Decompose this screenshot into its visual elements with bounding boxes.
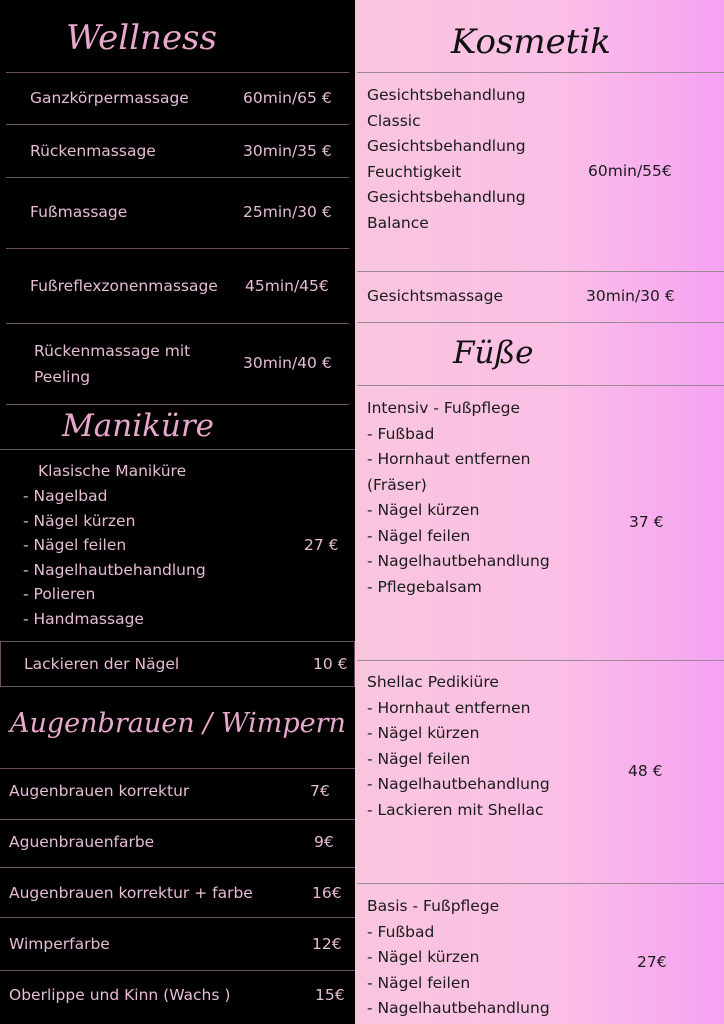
divider	[6, 177, 349, 178]
fuesse-item-price: 37 €	[629, 513, 664, 531]
fuesse-title: Füße	[453, 335, 534, 371]
lackieren-price: 10 €	[313, 655, 348, 673]
divider	[6, 404, 349, 405]
fuesse-item-lines: Basis - Fußpflege - Fußbad - Nägel kürzen - Nägel feilen - Nagelhautbehandlung	[367, 897, 550, 1017]
manikuere-classic-price: 27 €	[304, 536, 339, 554]
divider	[357, 660, 724, 661]
divider	[6, 248, 349, 249]
wellness-item-price: 30min/40 €	[243, 354, 332, 372]
brows-title: Augenbrauen / Wimpern	[10, 708, 346, 739]
brows-item-price: 15€	[315, 986, 345, 1004]
wellness-item-name: Fußreflexzonenmassage	[30, 277, 218, 295]
kosmetik-title: Kosmetik	[451, 22, 611, 62]
wellness-item-price: 30min/35 €	[243, 142, 332, 160]
divider	[357, 883, 724, 884]
brows-item-price: 16€	[312, 884, 342, 902]
left-column	[0, 0, 355, 1024]
brows-item-name: Aguenbrauenfarbe	[9, 833, 155, 851]
divider	[357, 385, 724, 386]
wellness-item-price: 25min/30 €	[243, 203, 332, 221]
kosmetik-face-lines: Gesichtsbehandlung Classic Gesichtsbehandlung Feuchtigkeit Gesichtsbehandlung Balance	[367, 86, 526, 232]
divider	[357, 322, 724, 323]
manikuere-title: Maniküre	[62, 408, 215, 444]
wellness-item-price: 60min/65 €	[243, 89, 332, 107]
brows-item-price: 12€	[312, 935, 342, 953]
brows-item-name: Augenbrauen korrektur + farbe	[9, 884, 253, 902]
brows-item-name: Augenbrauen korrektur	[9, 782, 190, 800]
divider	[0, 917, 355, 918]
wellness-item-name: Rückenmassage	[30, 142, 156, 160]
kosmetik-face-price: 60min/55€	[588, 162, 672, 180]
wellness-item-name: Rückenmassage mit Peeling	[34, 342, 191, 386]
divider	[0, 970, 355, 971]
wellness-item-price: 45min/45€	[245, 277, 329, 295]
wellness-item-name: Fußmassage	[30, 203, 128, 221]
divider	[0, 449, 355, 450]
divider	[6, 124, 349, 125]
divider	[0, 867, 355, 868]
manikuere-classic-lines: - Nagelbad - Nägel kürzen - Nägel feilen - Nagelhautbehandlung - Polieren - Handmassage	[23, 487, 206, 628]
brows-item-name: Wimperfarbe	[9, 935, 110, 953]
kosmetik-massage-price: 30min/30 €	[586, 287, 675, 305]
wellness-item-name: Ganzkörpermassage	[30, 89, 189, 107]
kosmetik-massage-name: Gesichtsmassage	[367, 287, 504, 305]
divider	[0, 819, 355, 820]
divider	[0, 768, 355, 769]
brows-item-price: 9€	[314, 833, 334, 851]
divider	[6, 323, 349, 324]
fuesse-item-lines: Shellac Pedikiüre - Hornhaut entfernen - Nägel kürzen - Nägel feilen - Nagelhautbehandlung - Lackieren mit Shellac	[367, 673, 550, 819]
divider	[357, 72, 724, 73]
lackieren-name: Lackieren der Nägel	[24, 655, 180, 673]
fuesse-item-lines: Intensiv - Fußpflege - Fußbad - Hornhaut entfernen (Fräser) - Nägel kürzen - Nägel feilen - Nagelhautbehandlung - Pflegebalsam	[367, 399, 550, 596]
right-column	[355, 0, 724, 1024]
divider	[6, 72, 349, 73]
wellness-title: Wellness	[66, 18, 217, 58]
manikuere-classic-name: Klasische Maniküre	[38, 462, 187, 480]
brows-item-price: 7€	[310, 782, 330, 800]
fuesse-item-price: 48 €	[628, 762, 663, 780]
brows-item-name: Oberlippe und Kinn (Wachs )	[9, 986, 231, 1004]
divider	[357, 271, 724, 272]
fuesse-item-price: 27€	[637, 953, 667, 971]
